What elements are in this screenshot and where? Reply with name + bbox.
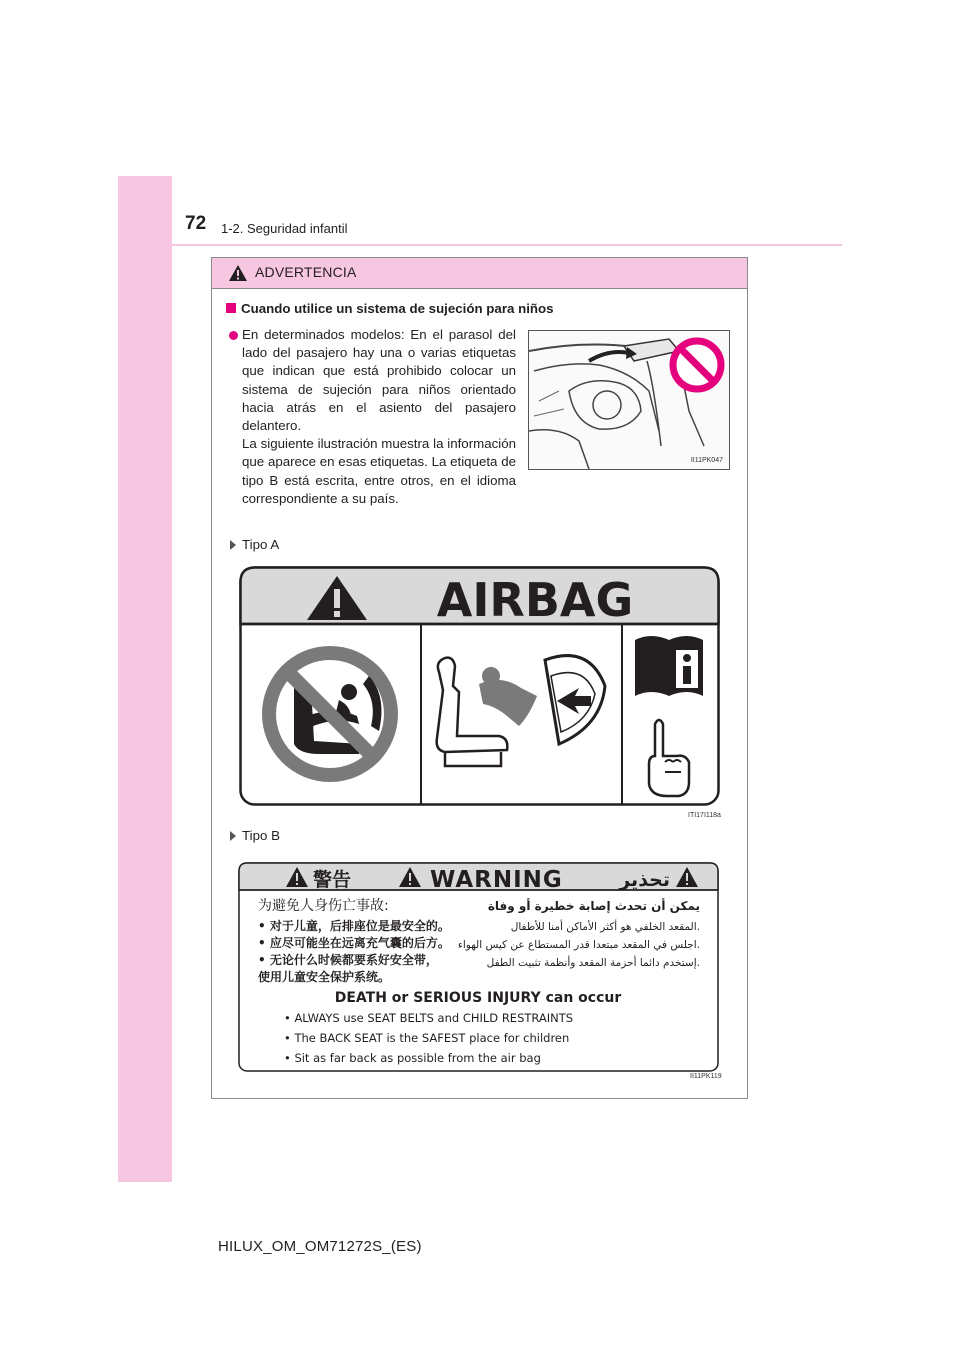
ar-warning-heading: تحذير <box>619 869 670 891</box>
ar-line-2: المقعد الخلفي هو أكثر الأماكن أمنا للأطفال. <box>510 921 700 933</box>
cn-line-1: 为避免人身伤亡事故: <box>258 898 389 914</box>
sub-heading: Cuando utilice un sistema de sujeción para niños <box>226 301 554 316</box>
airbag-heading: AIRBAG <box>436 573 634 627</box>
cn-line-3: • 应尽可能坐在远离充气囊的后方。 <box>258 936 450 950</box>
round-bullet-icon <box>229 331 238 340</box>
en-warning-heading: WARNING <box>430 867 563 893</box>
en-line-3: • Sit as far back as possible from the air bag <box>284 1051 541 1065</box>
airbag-label-type-a <box>239 566 720 806</box>
en-line-2: • The BACK SEAT is the SAFEST place for children <box>284 1031 570 1045</box>
manual-book-icon <box>635 636 703 696</box>
type-b-label: Tipo B <box>230 828 280 843</box>
figure-code: ITI17I118a <box>688 812 721 819</box>
header-rule <box>172 244 842 246</box>
prohibition-icon <box>673 341 721 389</box>
bullet-text-1: En determinados modelos: En el parasol del lado del pasajero hay una o varias etiquetas que indican que está prohibido colocar un sistema de sujeción para niños orientado hacia atrás en el asiento del pasajero delantero. <box>242 327 516 434</box>
ar-line-1: يمكن أن تحدث إصابة خطيرة أو وفاة <box>487 899 700 913</box>
warning-title: ADVERTENCIA <box>255 264 357 280</box>
type-a-label: Tipo A <box>230 537 279 552</box>
warning-label-drawing <box>238 862 719 1072</box>
section-title: 1-2. Seguridad infantil <box>221 221 348 236</box>
sun-visor-illustration <box>528 330 730 470</box>
document-code: HILUX_OM_OM71272S_(ES) <box>218 1238 422 1255</box>
en-line-1: • ALWAYS use SEAT BELTS and CHILD RESTRAINTS <box>284 1011 574 1025</box>
side-tab-band <box>118 176 172 1182</box>
cn-line-2: • 对于儿童，后排座位是最安全的。 <box>258 919 450 933</box>
cn-warning-heading: 警告 <box>313 869 352 891</box>
warning-header <box>212 258 747 289</box>
ar-line-4: إستخدم دائما أحزمة المقعد وأنظمة تثبيت الطفل. <box>486 957 700 969</box>
bullet-text-2: La siguiente ilustración muestra la información que aparece en esas etiquetas. La etiqueta de tipo B está escrita, entre otros, en el idioma correspondiente a su país. <box>242 436 516 506</box>
en-main-line: DEATH or SERIOUS INJURY can occur <box>334 990 622 1006</box>
warning-box <box>211 257 748 1099</box>
airbag-label-drawing <box>239 566 720 806</box>
visor-drawing <box>529 331 729 469</box>
bullet-paragraph <box>242 326 516 508</box>
triangle-arrow-icon <box>230 831 236 841</box>
cn-line-4: • 无论什么时候都要系好安全带， <box>258 953 438 967</box>
page-number: 72 <box>185 213 207 234</box>
warning-label-type-b <box>238 862 719 1072</box>
no-child-seat-icon <box>262 646 398 782</box>
triangle-arrow-icon <box>230 540 236 550</box>
warning-triangle-icon <box>228 264 248 282</box>
figure-code: II11PK047 <box>690 457 723 464</box>
ar-line-3: اجلس في المقعد مبتعدا قدر المستطاع عن كيس الهواء. <box>457 939 700 951</box>
square-bullet-icon <box>226 303 236 313</box>
figure-code: II11PK119 <box>690 1073 722 1080</box>
cn-line-5: 使用儿童安全保护系统。 <box>258 970 391 984</box>
